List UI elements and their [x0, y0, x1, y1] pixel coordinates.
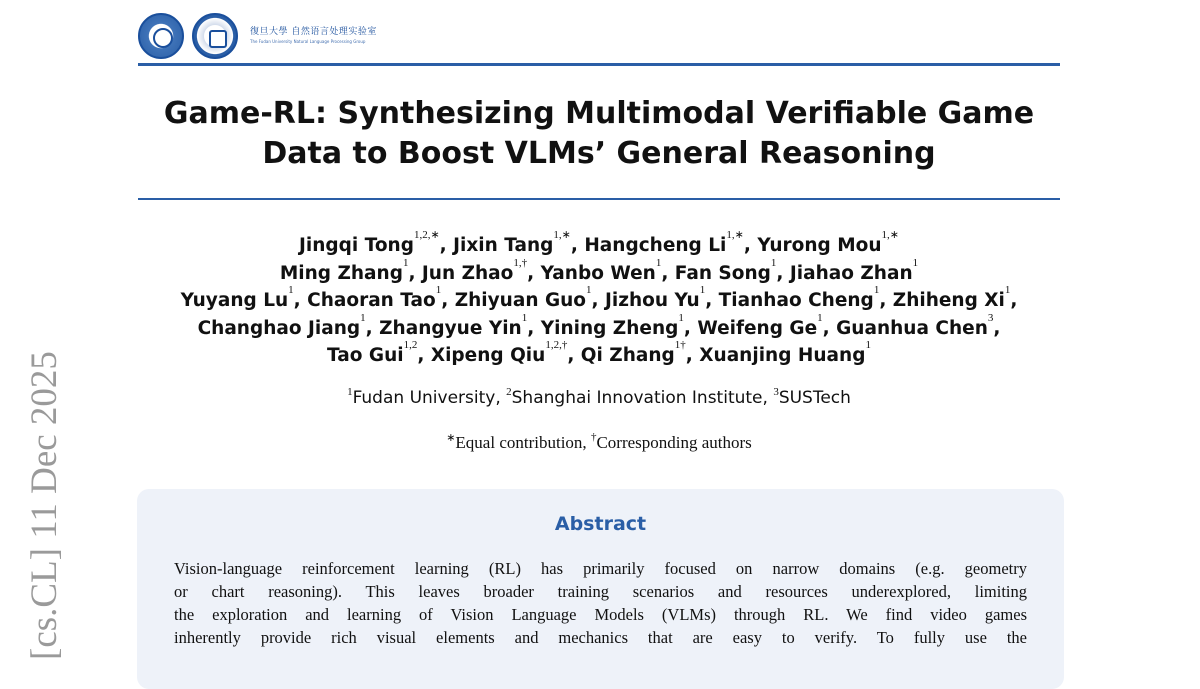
author-separator: ,: [661, 262, 675, 284]
author-affiliation-marker: 1: [865, 339, 871, 351]
author-separator: ,: [527, 317, 541, 339]
corresponding-text: Corresponding authors: [596, 433, 752, 452]
author-affiliation-marker: 1,∗: [553, 229, 571, 241]
author-name: Jixin Tang: [453, 235, 554, 256]
author-affiliation-marker: 1: [817, 311, 823, 324]
equal-contribution-marker: ∗: [446, 432, 456, 444]
author-name: Changhao Jiang: [197, 317, 361, 339]
author-affiliation-marker: 3: [987, 311, 994, 324]
author-name: Zhangyue Yin: [379, 317, 522, 339]
author-affiliation-marker: 1†: [674, 339, 686, 351]
author-name: Tao Gui: [327, 345, 404, 366]
author-separator: ,: [365, 317, 380, 339]
author-entry: [453, 229, 585, 256]
author-name: Ming Zhang: [279, 262, 403, 284]
abstract-box: [137, 489, 1064, 689]
author-affiliation-marker: 1: [586, 284, 592, 296]
author-separator: ,: [776, 262, 790, 284]
nlp-lab-logo-icon: [192, 13, 238, 59]
author-entry: [307, 284, 455, 311]
author-affiliation-marker: 1: [1004, 284, 1011, 296]
author-entry: [718, 284, 893, 311]
author-entry: [197, 311, 380, 339]
author-name: Yanbo Wen: [540, 262, 656, 284]
author-affiliation-marker: 1: [402, 256, 409, 269]
author-name: Qi Zhang: [580, 345, 675, 366]
arxiv-stamp-text: [cs.CL] 11 Dec 2025: [24, 351, 65, 660]
author-separator: ,: [1010, 290, 1018, 311]
author-name: Yurong Mou: [757, 235, 882, 256]
author-affiliation-marker: 1,2: [403, 339, 418, 351]
author-separator: ,: [685, 345, 700, 366]
author-name: Xuanjing Huang: [699, 345, 866, 366]
author-separator: ,: [293, 290, 308, 311]
author-entry: [279, 256, 422, 284]
affiliation-name: Fudan University: [352, 388, 496, 408]
author-entry: [299, 229, 454, 256]
author-name: Zhiheng Xi: [892, 290, 1005, 311]
header-logos: [138, 12, 377, 60]
affiliation-name: Shanghai Innovation Institute: [511, 388, 763, 408]
author-entry: [430, 339, 581, 366]
author-separator: ,: [743, 235, 758, 256]
author-name: Tianhao Cheng: [718, 290, 874, 311]
lab-logo-text: 復旦大學 自然语言处理实验室: [250, 27, 377, 37]
affiliation-marker: 2: [506, 386, 512, 398]
author-name: Zhiyuan Guo: [454, 290, 587, 311]
fudan-university-logo-icon: [138, 13, 184, 59]
affiliation-marker: 1: [347, 386, 353, 398]
author-entry: [379, 311, 541, 339]
abstract-line: inherently provide rich visual elements and mechanics that are easy to verify. To fully use the: [174, 628, 1027, 647]
author-entry: [584, 229, 758, 256]
author-affiliation-marker: 1,2,∗: [413, 229, 440, 241]
arxiv-side-stamp: [22, 330, 72, 660]
author-affiliation-marker: 1: [655, 256, 662, 269]
author-separator: ,: [879, 290, 893, 311]
author-entry: [604, 284, 719, 311]
contribution-note: [138, 433, 1060, 453]
author-separator: ,: [527, 262, 541, 284]
author-name: Yining Zheng: [540, 317, 679, 339]
corresponding-marker: †: [590, 431, 597, 443]
author-name: Fan Song: [674, 262, 771, 284]
abstract-text: [174, 557, 1027, 649]
author-entry: [697, 311, 837, 339]
lab-logo-wordmark: [250, 28, 377, 44]
author-separator: ,: [417, 345, 431, 366]
abstract-heading: Abstract: [554, 513, 647, 535]
author-entry: [699, 339, 871, 366]
author-affiliation-marker: 1: [288, 284, 294, 296]
author-name: Jizhou Yu: [604, 290, 700, 311]
author-separator: ,: [439, 235, 454, 256]
author-affiliation-marker: 1: [873, 284, 880, 296]
author-entry: [580, 339, 700, 366]
author-name: Chaoran Tao: [307, 290, 436, 311]
paper-title: Game-RL: Synthesizing Multimodal Verifiable Game Data to Boost VLMs’ General Reasoning: [163, 96, 1035, 171]
author-name: Xipeng Qiu: [430, 345, 546, 366]
author-entry: [789, 256, 919, 284]
author-separator: ,: [683, 317, 698, 339]
author-separator: ,: [441, 290, 455, 311]
author-name: Jun Zhao: [421, 262, 514, 284]
author-affiliation-marker: 1: [699, 284, 706, 296]
affiliation-name: SUSTech: [778, 388, 851, 408]
author-name: Jingqi Tong: [299, 235, 414, 256]
author-separator: ,: [705, 290, 719, 311]
author-entry: [892, 284, 1018, 311]
author-affiliation-marker: 1: [770, 256, 777, 269]
author-name: Yuyang Lu: [180, 290, 289, 311]
author-name: Hangcheng Li: [584, 235, 727, 256]
author-affiliation-marker: 1: [521, 311, 528, 324]
author-separator: ,: [408, 262, 422, 284]
author-name: Jiahao Zhan: [789, 262, 913, 284]
title-rule: [138, 198, 1060, 200]
author-entry: [180, 284, 308, 311]
author-affiliation-marker: 1: [678, 311, 684, 324]
affiliation-separator: ,: [762, 388, 774, 408]
author-entry: [540, 256, 675, 284]
author-entry: [327, 339, 431, 366]
author-entry: [757, 229, 899, 256]
author-entry: [454, 284, 605, 311]
abstract-line: Vision-language reinforcement learning (RL) has primarily focused on narrow domains (e.g. geometry: [174, 559, 1027, 578]
affiliation-marker: 3: [773, 386, 779, 398]
affiliations: [138, 388, 1060, 408]
header-rule: [138, 63, 1060, 66]
author-list: [138, 229, 1060, 370]
author-entry: [836, 311, 1001, 339]
author-separator: ,: [570, 235, 585, 256]
author-affiliation-marker: 1,2,†: [545, 339, 568, 351]
author-affiliation-marker: 1,∗: [881, 229, 899, 241]
author-affiliation-marker: 1,∗: [726, 229, 744, 241]
affiliation-separator: ,: [495, 388, 507, 408]
author-entry: [674, 256, 790, 284]
author-affiliation-marker: 1: [435, 284, 442, 296]
lab-logo-subtext: The Fudan University Natural Language Processing Group: [250, 39, 366, 44]
author-name: Weifeng Ge: [697, 317, 818, 339]
author-separator: ,: [591, 290, 605, 311]
author-entry: [540, 311, 698, 339]
author-affiliation-marker: 1,†: [513, 256, 528, 269]
abstract-line: the exploration and learning of Vision Language Models (VLMs) through RL. We find video games: [174, 605, 1027, 624]
abstract-line: or chart reasoning). This leaves broader training scenarios and resources underexplored, limiting: [174, 582, 1027, 601]
author-separator: ,: [993, 317, 1001, 339]
equal-contribution-text: Equal contribution,: [455, 433, 591, 452]
author-separator: ,: [567, 345, 581, 366]
author-affiliation-marker: 1: [360, 311, 366, 324]
author-entry: [421, 256, 541, 284]
author-name: Guanhua Chen: [836, 317, 988, 339]
author-separator: ,: [822, 317, 837, 339]
author-affiliation-marker: 1: [912, 256, 919, 269]
